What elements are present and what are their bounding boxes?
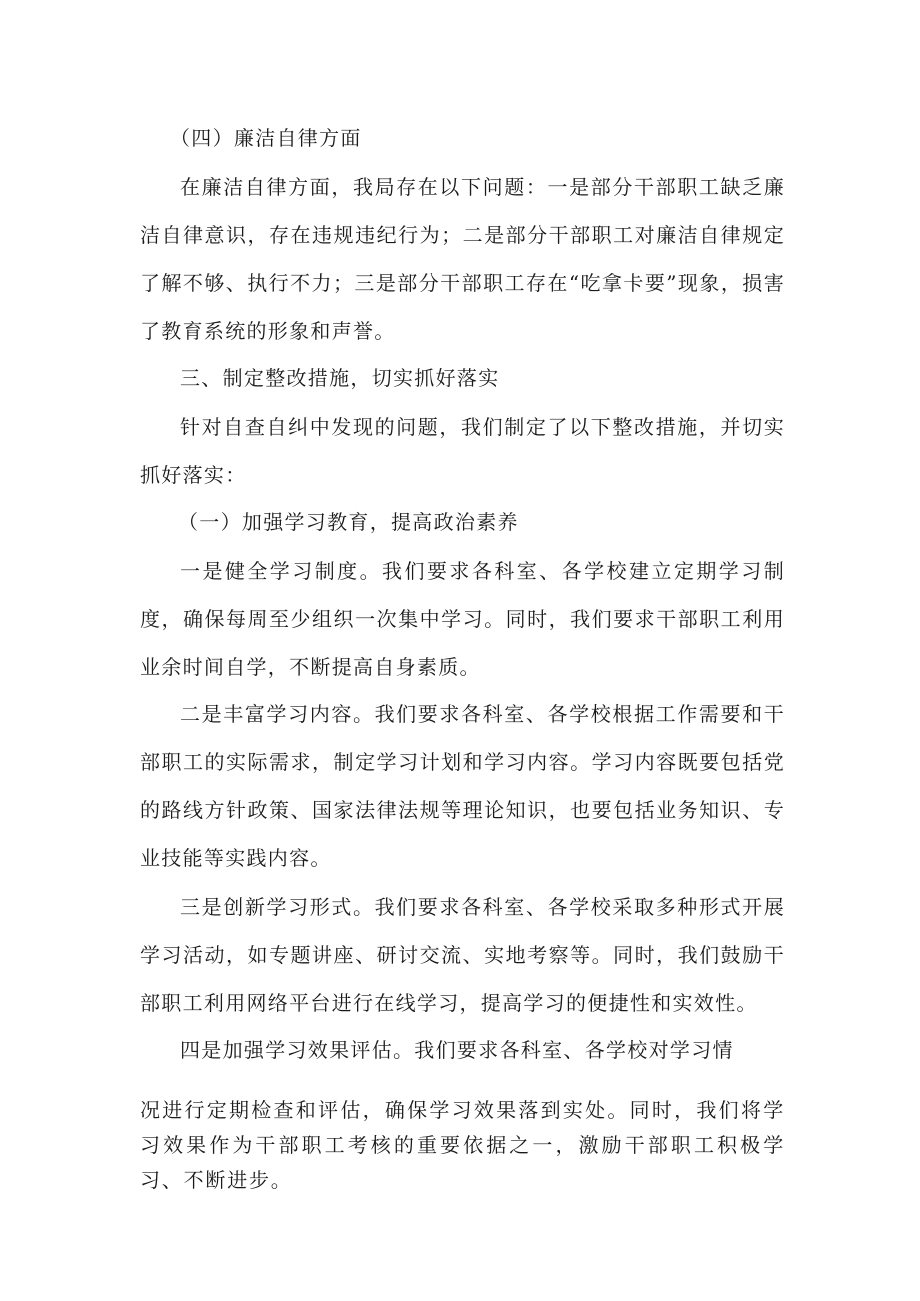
paragraph-study-evaluation: 四是加强学习效果评估。我们要求各科室、各学校对学习情 (180, 1038, 734, 1062)
section-heading-1: （一）加强学习教育，提高政治素养 (178, 510, 519, 534)
paragraph-study-system: 一是健全学习制度。我们要求各科室、各学校建立定期学习制度，确保每周至少组织一次集中学习。同时，我们要求干部职工利用业余时间自学，不断提高自身素质。 (140, 559, 785, 679)
section-heading-4: （四）廉洁自律方面 (170, 126, 362, 150)
paragraph-study-evaluation-cont: 况进行定期检查和评估，确保学习效果落到实处。同时，我们将学习效果作为干部职工考核的重要依据之一，激励干部职工积极学习、不断进步。 (140, 1098, 785, 1192)
paragraph-study-content: 二是丰富学习内容。我们要求各科室、各学校根据工作需要和干部职工的实际需求，制定学习计划和学习内容。学习内容既要包括党的路线方针政策、国家法律法规等理论知识，也要包括业务知识、专业技能等实践内容。 (140, 702, 785, 870)
chapter-heading-3: 三、制定整改措施，切实抓好落实 (180, 366, 500, 390)
paragraph-study-forms: 三是创新学习形式。我们要求各科室、各学校采取多种形式开展学习活动，如专题讲座、研讨交流、实地考察等。同时，我们鼓励干部职工利用网络平台进行在线学习，提高学习的便捷性和实效性。 (140, 895, 785, 1015)
paragraph-integrity-issues: 在廉洁自律方面，我局存在以下问题：一是部分干部职工缺乏廉洁自律意识，存在违规违纪行为；二是部分干部职工对廉洁自律规定了解不够、执行不力；三是部分干部职工存在“吃拿卡要”现象，损害了教育系统的形象和声誉。 (140, 175, 785, 343)
paragraph-measures-intro: 针对自查自纠中发现的问题，我们制定了以下整改措施，并切实抓好落实： (140, 415, 785, 487)
